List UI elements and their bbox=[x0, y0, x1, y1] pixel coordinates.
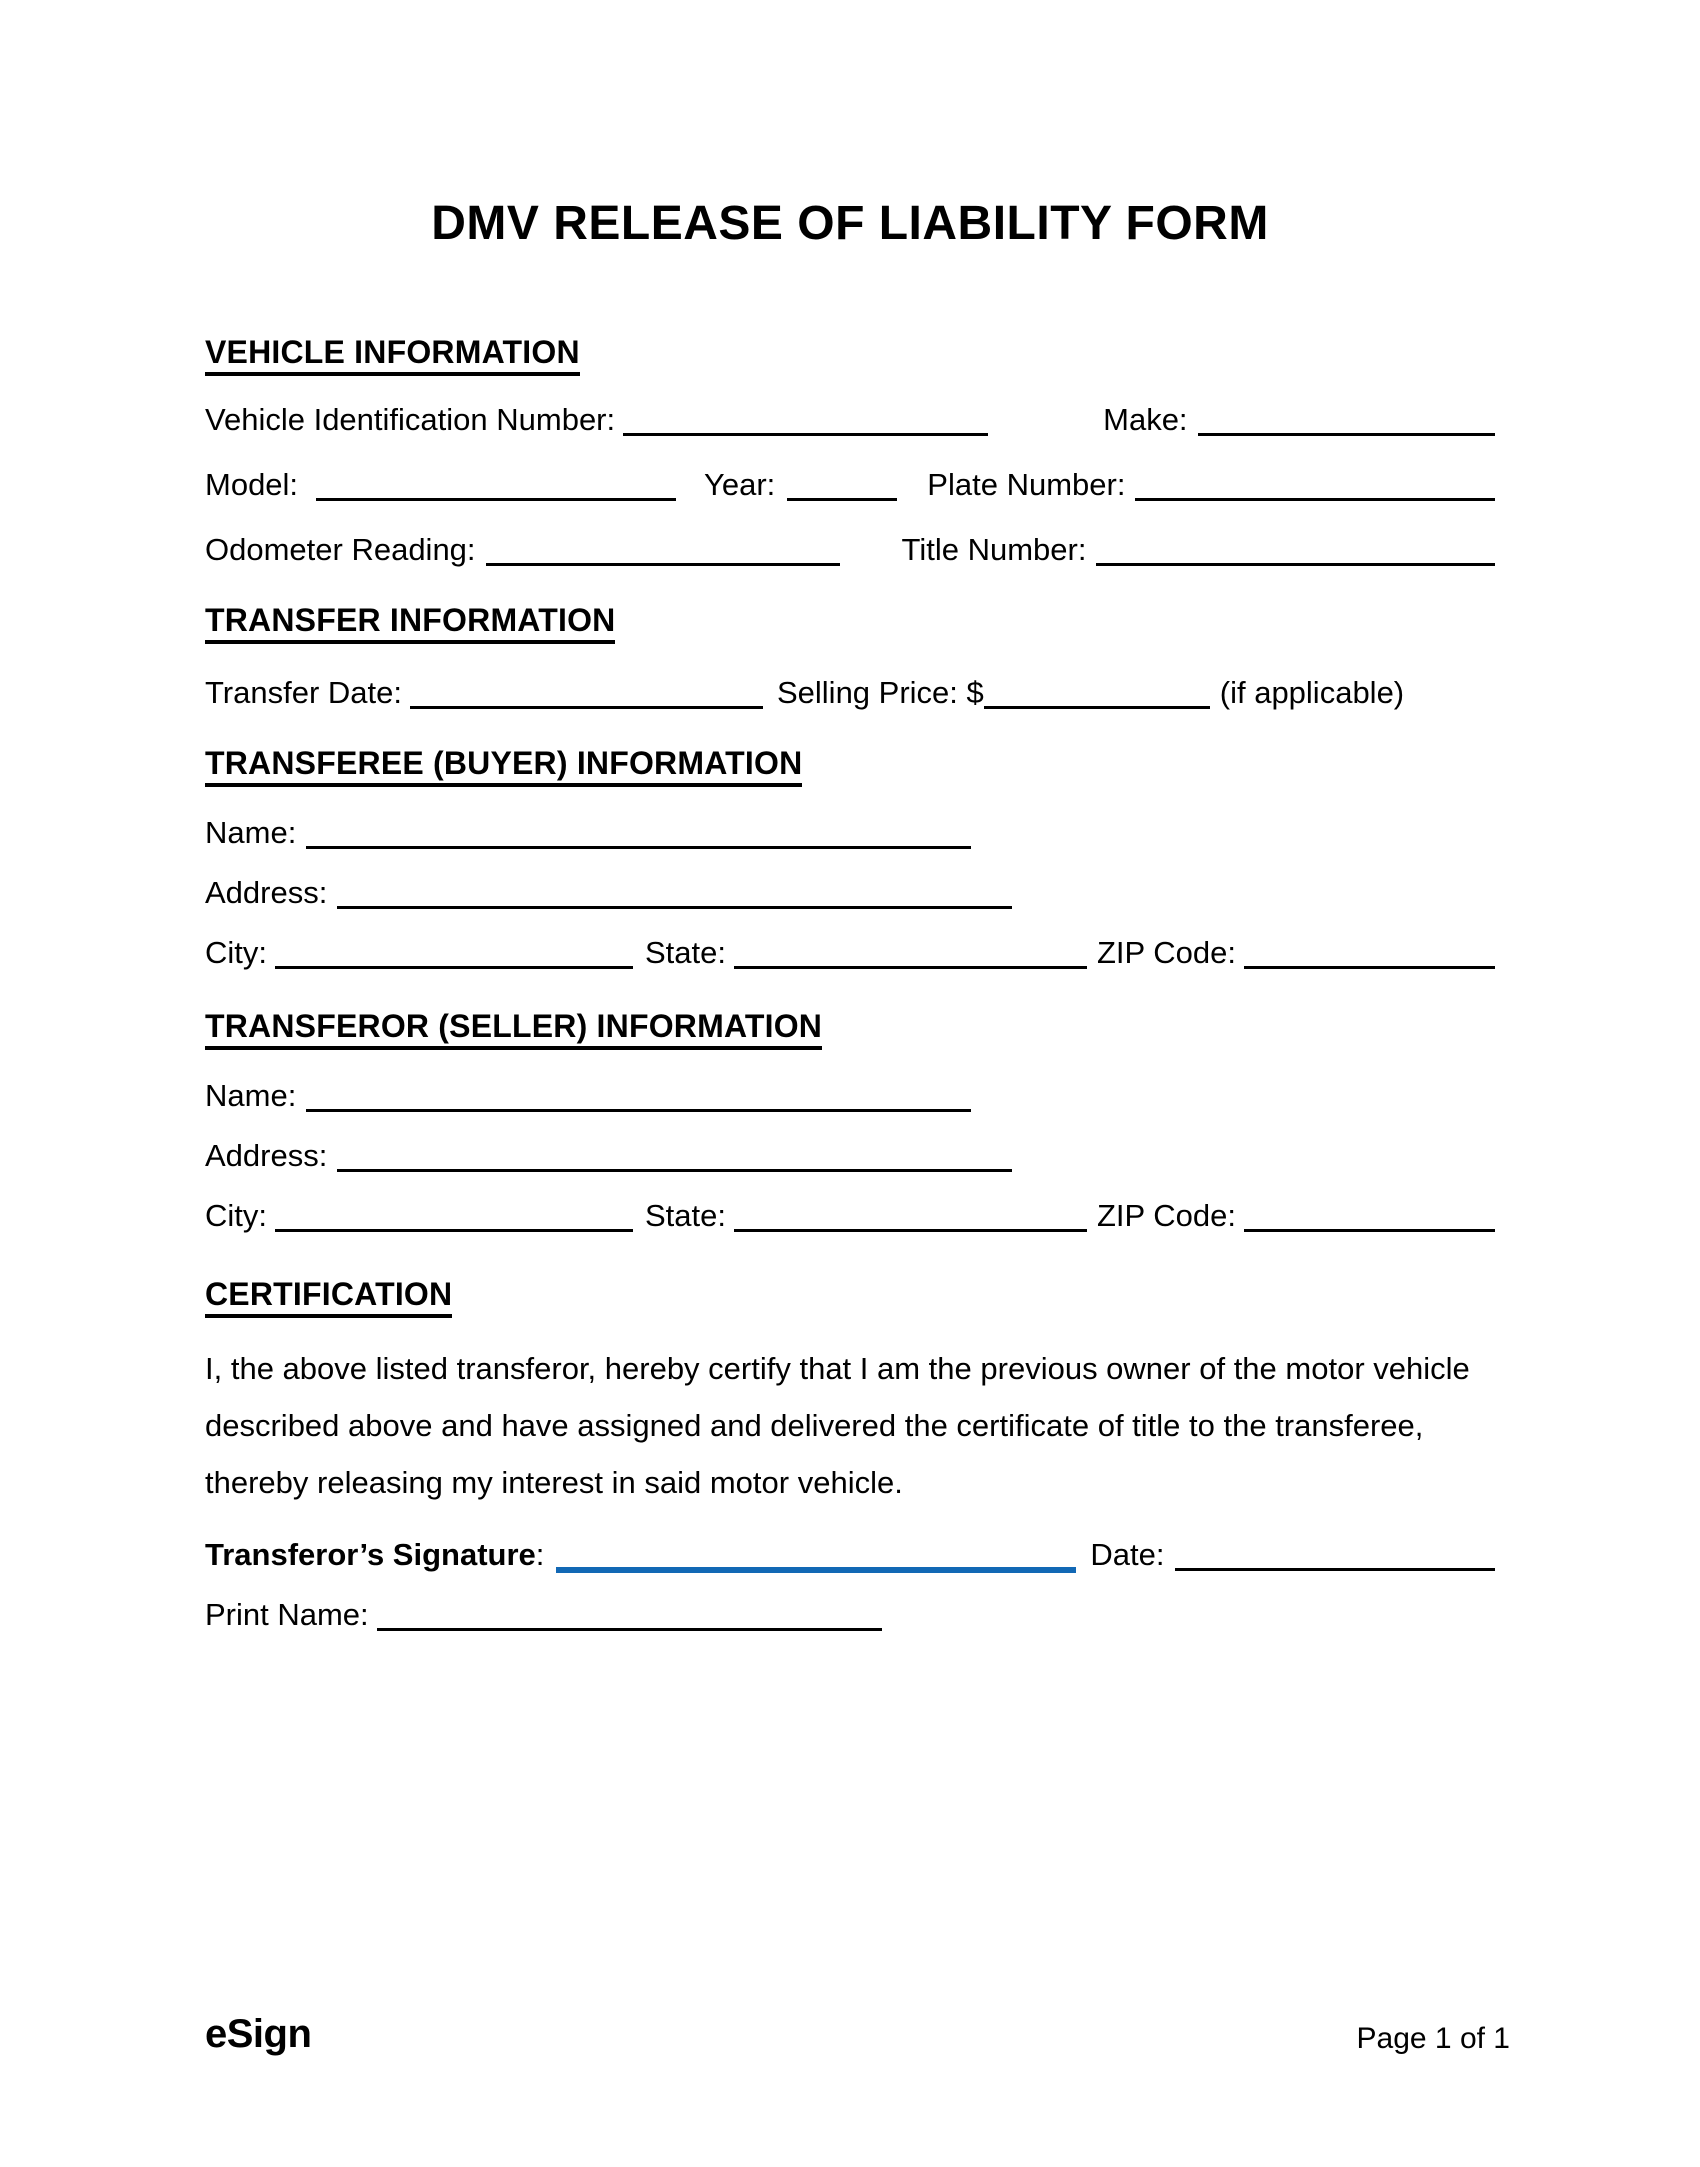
section-heading-vehicle: VEHICLE INFORMATION bbox=[205, 335, 580, 376]
buyer-address-label: Address: bbox=[205, 875, 328, 910]
section-buyer bbox=[205, 746, 1495, 787]
transfer-date-label: Transfer Date: bbox=[205, 675, 402, 710]
buyer-address-field-line[interactable] bbox=[337, 899, 1012, 909]
model-field-line[interactable] bbox=[316, 491, 676, 501]
buyer-city-state-zip-row bbox=[205, 934, 1495, 972]
title-number-field-line[interactable] bbox=[1096, 556, 1495, 566]
page-indicator: Page 1 of 1 bbox=[1356, 2022, 1510, 2055]
make-field-line[interactable] bbox=[1198, 426, 1495, 436]
vin-label: Vehicle Identification Number: bbox=[205, 402, 616, 437]
section-transfer bbox=[205, 603, 1495, 644]
print-name-field-line[interactable] bbox=[377, 1621, 882, 1631]
section-vehicle bbox=[205, 335, 1495, 376]
seller-state-field-line[interactable] bbox=[734, 1222, 1087, 1232]
page-footer bbox=[205, 2012, 1510, 2057]
odometer-label: Odometer Reading: bbox=[205, 532, 476, 567]
buyer-name-label: Name: bbox=[205, 815, 297, 850]
buyer-name-field-line[interactable] bbox=[306, 839, 971, 849]
year-label: Year: bbox=[704, 467, 776, 502]
seller-state-label: State: bbox=[645, 1198, 726, 1233]
seller-address-row bbox=[205, 1137, 1495, 1175]
transferor-signature-label: Transferor’s Signature bbox=[205, 1537, 536, 1572]
signature-date-label: Date: bbox=[1090, 1537, 1165, 1572]
seller-name-field-line[interactable] bbox=[306, 1102, 971, 1112]
form-title: DMV RELEASE OF LIABILITY FORM bbox=[431, 197, 1269, 250]
section-heading-buyer: TRANSFEREE (BUYER) INFORMATION bbox=[205, 746, 802, 787]
form-content bbox=[205, 0, 1495, 1634]
buyer-zip-label: ZIP Code: bbox=[1097, 935, 1237, 970]
esign-logo: eSign bbox=[205, 2012, 312, 2056]
section-seller bbox=[205, 1009, 1495, 1050]
plate-number-field-line[interactable] bbox=[1135, 491, 1495, 501]
year-field-line[interactable] bbox=[787, 491, 897, 501]
seller-city-label: City: bbox=[205, 1198, 267, 1233]
seller-name-row bbox=[205, 1077, 1495, 1115]
title-number-label: Title Number: bbox=[901, 532, 1087, 567]
make-label: Make: bbox=[1103, 402, 1188, 437]
seller-zip-label: ZIP Code: bbox=[1097, 1198, 1237, 1233]
section-certification bbox=[205, 1277, 1495, 1318]
buyer-city-label: City: bbox=[205, 935, 267, 970]
vehicle-row-model-year-plate bbox=[205, 466, 1495, 504]
section-heading-seller: TRANSFEROR (SELLER) INFORMATION bbox=[205, 1009, 822, 1050]
buyer-city-field-line[interactable] bbox=[275, 959, 633, 969]
buyer-address-row bbox=[205, 874, 1495, 912]
vin-field-line[interactable] bbox=[623, 426, 988, 436]
seller-city-field-line[interactable] bbox=[275, 1222, 633, 1232]
seller-address-field-line[interactable] bbox=[337, 1162, 1012, 1172]
section-heading-certification: CERTIFICATION bbox=[205, 1277, 452, 1318]
vehicle-row-vin-make bbox=[205, 401, 1495, 439]
buyer-name-row bbox=[205, 814, 1495, 852]
selling-price-field-line[interactable] bbox=[984, 699, 1210, 709]
buyer-state-label: State: bbox=[645, 935, 726, 970]
print-name-label: Print Name: bbox=[205, 1597, 369, 1632]
section-heading-transfer: TRANSFER INFORMATION bbox=[205, 603, 615, 644]
vehicle-row-odometer-title bbox=[205, 531, 1495, 569]
odometer-field-line[interactable] bbox=[486, 556, 840, 566]
model-label: Model: bbox=[205, 467, 299, 502]
buyer-zip-field-line[interactable] bbox=[1244, 959, 1495, 969]
transfer-row bbox=[205, 674, 1495, 712]
seller-zip-field-line[interactable] bbox=[1244, 1222, 1495, 1232]
print-name-row bbox=[205, 1596, 1495, 1634]
transfer-date-field-line[interactable] bbox=[410, 699, 763, 709]
transferor-signature-field-line[interactable] bbox=[556, 1563, 1076, 1573]
selling-price-label: Selling Price: $ bbox=[776, 675, 984, 710]
seller-address-label: Address: bbox=[205, 1138, 328, 1173]
seller-name-label: Name: bbox=[205, 1078, 297, 1113]
if-applicable-label: (if applicable) bbox=[1219, 675, 1405, 710]
plate-number-label: Plate Number: bbox=[927, 467, 1126, 502]
buyer-state-field-line[interactable] bbox=[734, 959, 1087, 969]
transferor-signature-colon: : bbox=[535, 1537, 545, 1572]
certification-text: I, the above listed transferor, hereby certify that I am the previous owner of the motor vehicle described above and have assigned and delivered the certificate of title to the transferee, thereby releasing my interest in said motor vehicle. bbox=[205, 1351, 1470, 1500]
signature-row bbox=[205, 1536, 1495, 1574]
signature-date-field-line[interactable] bbox=[1175, 1561, 1495, 1571]
seller-city-state-zip-row bbox=[205, 1197, 1495, 1235]
